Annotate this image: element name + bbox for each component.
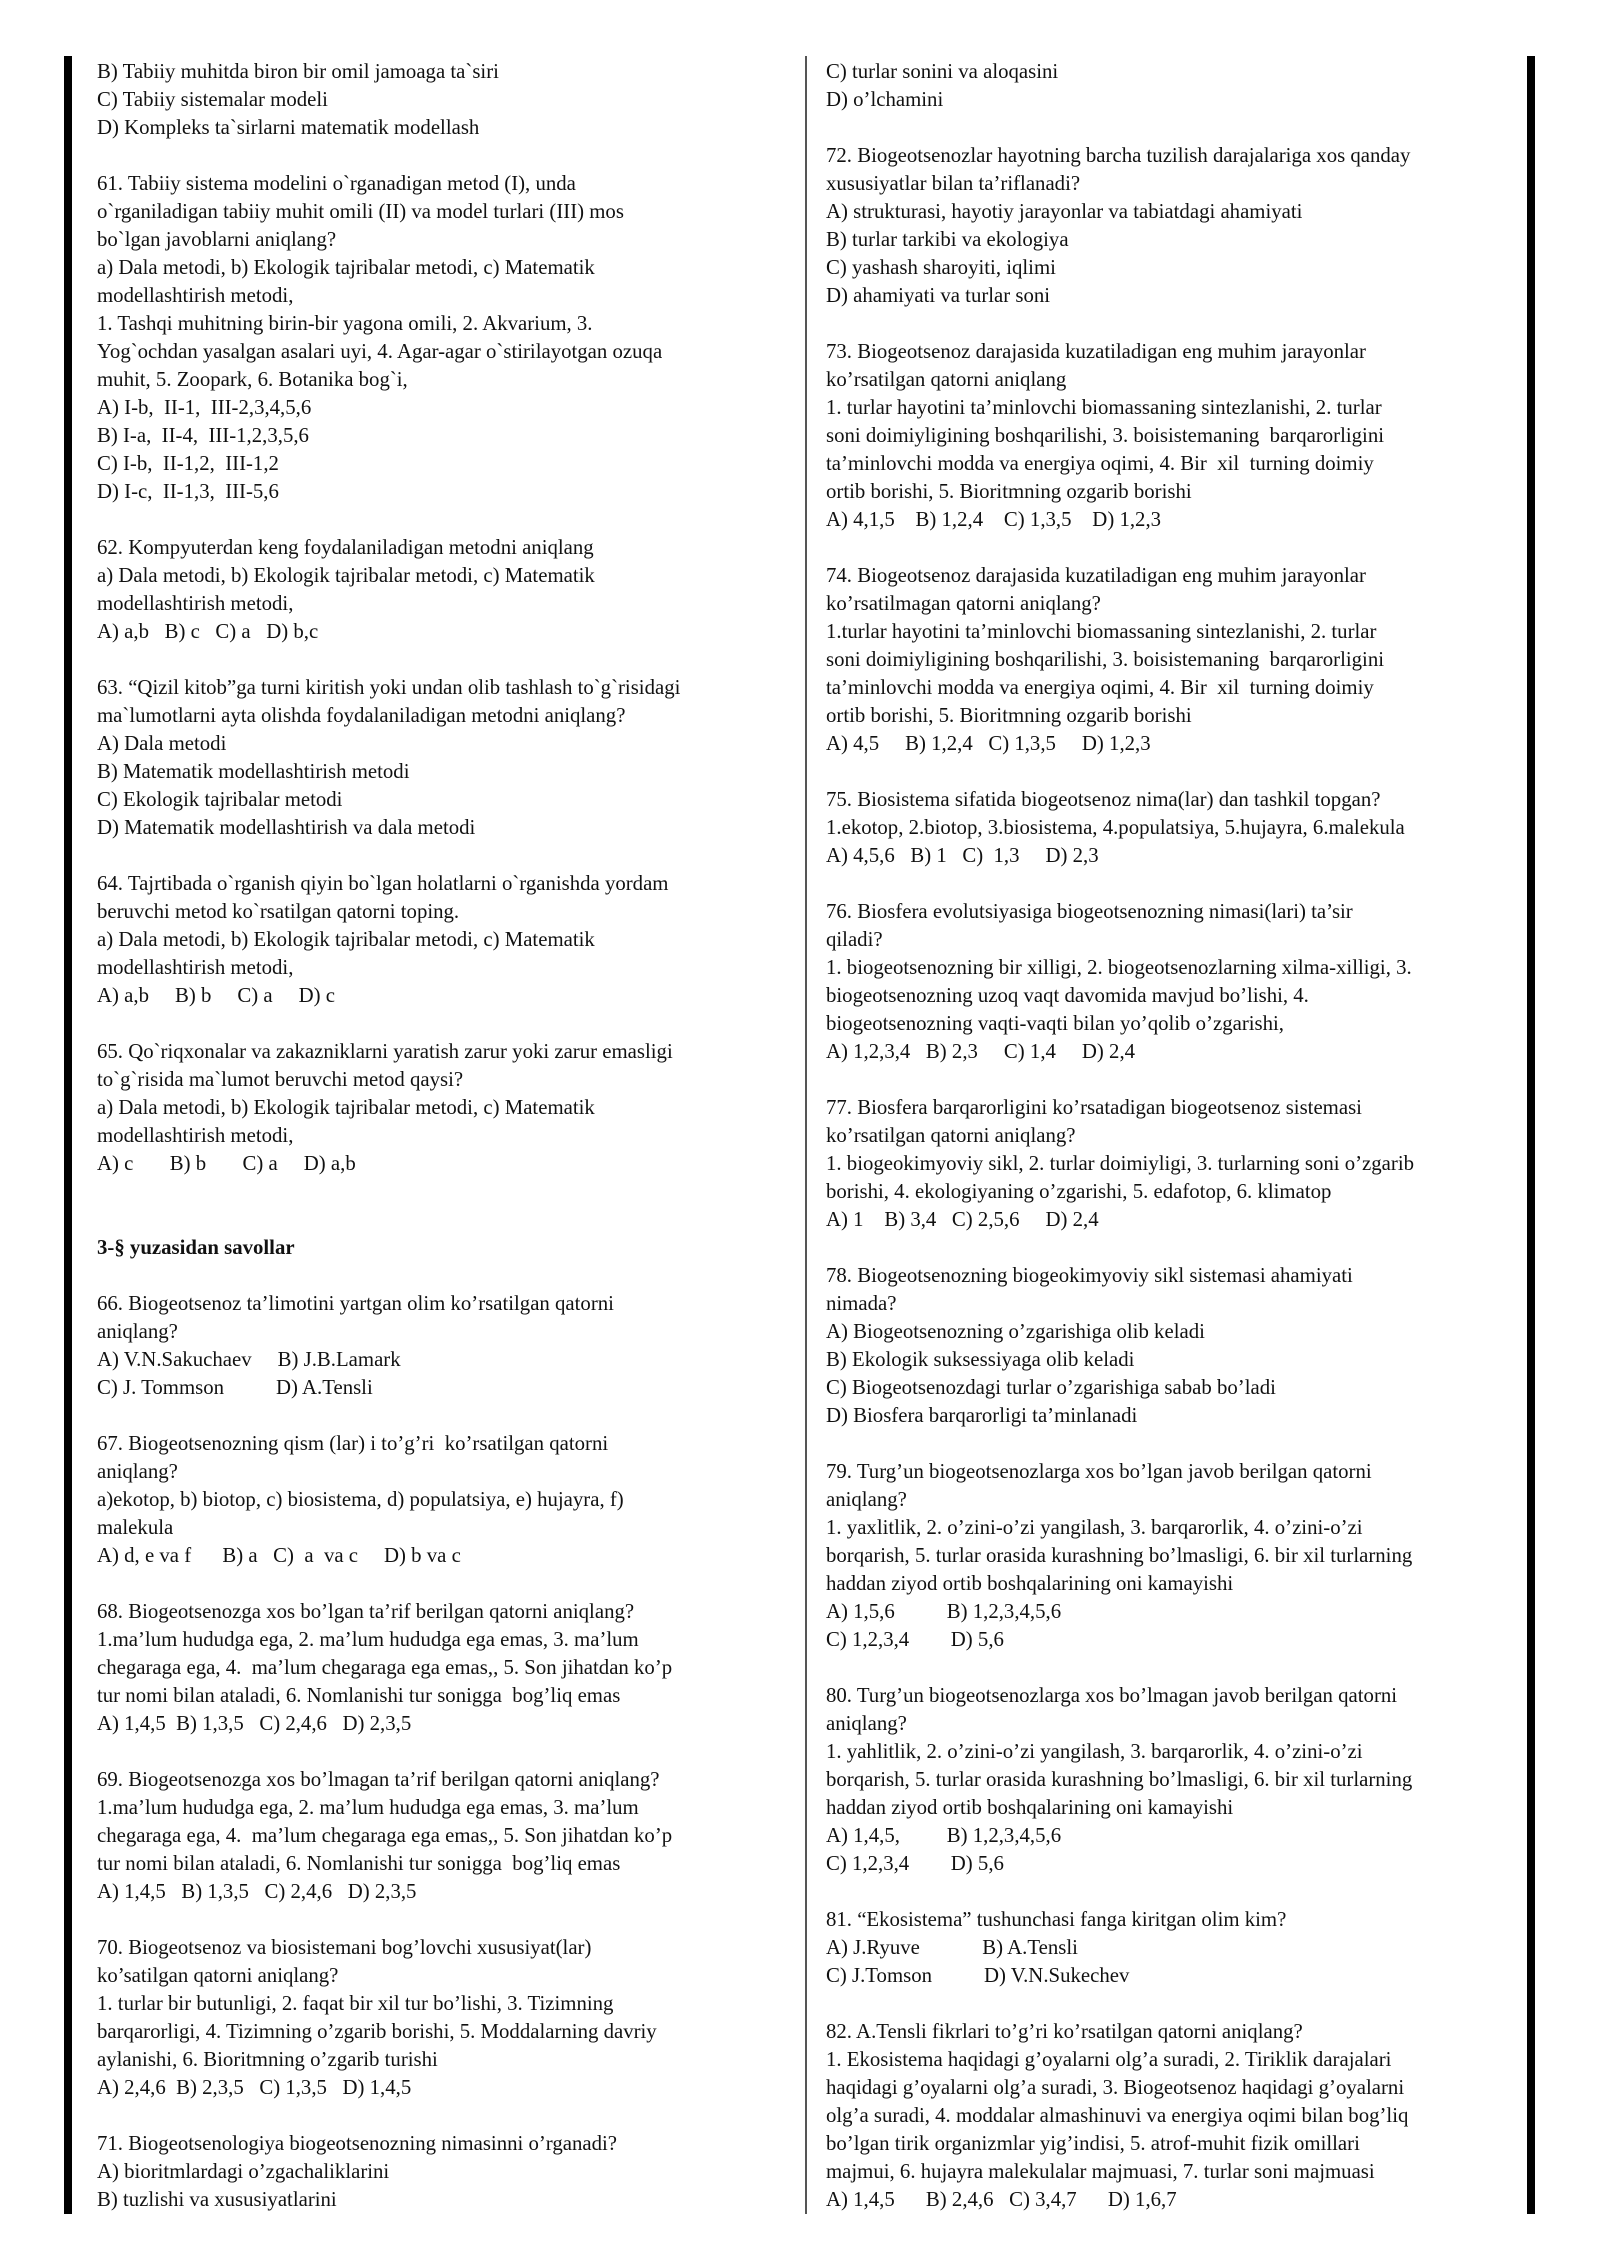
right-column-text-line: ta’minlovchi modda va energiya oqimi, 4. Bir xil turning doimiy	[826, 676, 1374, 699]
right-column-text-line: ko’rsatilmagan qatorni aniqlang?	[826, 592, 1101, 615]
right-column-spacer	[826, 1654, 1516, 1682]
right-column-text-line: 76. Biosfera evolutsiyasiga biogeotsenozning nimasi(lari) ta’sir	[826, 900, 1353, 923]
right-column-spacer	[826, 114, 1516, 142]
left-column-spacer	[97, 842, 787, 870]
left-column-text-line: 64. Tajrtibada o`rganish qiyin bo`lgan holatlarni o`rganishda yordam	[97, 872, 669, 895]
right-column-spacer	[826, 534, 1516, 562]
right-border-rule	[1527, 56, 1535, 2214]
left-column-text-line: muhit, 5. Zoopark, 6. Botanika bog`i,	[97, 368, 408, 391]
right-column-text-line: A) 4,5,6 B) 1 C) 1,3 D) 2,3	[826, 844, 1099, 867]
right-column-text-line: C) 1,2,3,4 D) 5,6	[826, 1628, 1004, 1651]
right-column-text-line: soni doimiyligining boshqarilishi, 3. boisistemaning barqarorligini	[826, 424, 1385, 447]
left-column-text-line: 63. “Qizil kitob”ga turni kiritish yoki undan olib tashlash to`g`risidagi	[97, 676, 681, 699]
left-column-text-line: chegaraga ega, 4. ma’lum chegaraga ega emas,, 5. Son jihatdan ko’p	[97, 1656, 673, 1679]
left-column-text-line: bo`lgan javoblarni aniqlang?	[97, 228, 337, 251]
left-column-text-line: to`g`risida ma`lumot beruvchi metod qaysi?	[97, 1068, 464, 1091]
right-column-text-line: 75. Biosistema sifatida biogeotsenoz nima(lar) dan tashkil topgan?	[826, 788, 1381, 811]
right-column-text-line: majmui, 6. hujayra malekulalar majmuasi, 7. turlar soni majmuasi	[826, 2160, 1375, 2183]
left-column-text-line: chegaraga ega, 4. ma’lum chegaraga ega emas,, 5. Son jihatdan ko’p	[97, 1824, 673, 1847]
right-column-spacer	[826, 1430, 1516, 1458]
right-column	[826, 58, 1516, 2214]
right-column-text-line: ta’minlovchi modda va energiya oqimi, 4. Bir xil turning doimiy	[826, 452, 1374, 475]
right-column-text-line: 73. Biogeotsenoz darajasida kuzatiladigan eng muhim jarayonlar	[826, 340, 1366, 363]
right-column-text-line: A) 1,4,5, B) 1,2,3,4,5,6	[826, 1824, 1062, 1847]
left-column-spacer	[97, 1570, 787, 1598]
right-column-text-line: A) 4,5 B) 1,2,4 C) 1,3,5 D) 1,2,3	[826, 732, 1151, 755]
left-column-spacer	[97, 1206, 787, 1234]
right-column-text-line: C) Biogeotsenozdagi turlar o’zgarishiga sabab bo’ladi	[826, 1376, 1276, 1399]
right-column-text-line: borqarish, 5. turlar orasida kurashning bo’lmasligi, 6. bir xil turlarning	[826, 1768, 1413, 1791]
right-column-text-line: C) yashash sharoyiti, iqlimi	[826, 256, 1056, 279]
left-column-text-line: Yog`ochdan yasalgan asalari uyi, 4. Agar-agar o`stirilayotgan ozuqa	[97, 340, 663, 363]
left-column-text-line: barqarorligi, 4. Tizimning o’zgarib borishi, 5. Moddalarning davriy	[97, 2020, 657, 2043]
right-column-text-line: soni doimiyligining boshqarilishi, 3. boisistemaning barqarorligini	[826, 648, 1385, 671]
right-column-text-line: A) 4,1,5 B) 1,2,4 C) 1,3,5 D) 1,2,3	[826, 508, 1162, 531]
left-column-text-line: o`rganiladigan tabiiy muhit omili (II) va model turlari (III) mos	[97, 200, 624, 223]
left-column-text-line: tur nomi bilan ataladi, 6. Nomlanishi tur sonigga bog’liq emas	[97, 1684, 621, 1707]
left-column-text-line: tur nomi bilan ataladi, 6. Nomlanishi tur sonigga bog’liq emas	[97, 1852, 621, 1875]
left-column-text-line: beruvchi metod ko`rsatilgan qatorni toping.	[97, 900, 460, 923]
left-column-text-line: A) a,b B) c C) a D) b,c	[97, 620, 319, 643]
right-column-text-line: xususiyatlar bilan ta’riflanadi?	[826, 172, 1081, 195]
left-column-text-line: A) bioritmlardagi o’zgachaliklarini	[97, 2160, 390, 2183]
left-column-spacer	[97, 1738, 787, 1766]
right-column-text-line: 74. Biogeotsenoz darajasida kuzatiladigan eng muhim jarayonlar	[826, 564, 1366, 587]
right-column-text-line: haqidagi g’oyalarni olg’a suradi, 3. Biogeotsenoz haqidagi g’oyalarni	[826, 2076, 1405, 2099]
right-column-text-line: borqarish, 5. turlar orasida kurashning bo’lmasligi, 6. bir xil turlarning	[826, 1544, 1413, 1567]
right-column-text-line: biogeotsenozning uzoq vaqt davomida mavjud bo’lishi, 4.	[826, 984, 1309, 1007]
right-column-text-line: 1. yaxlitlik, 2. o’zini-o’zi yangilash, 3. barqarorlik, 4. o’zini-o’zi	[826, 1516, 1363, 1539]
left-column-text-line: B) I-a, II-4, III-1,2,3,5,6	[97, 424, 309, 447]
column-divider	[805, 56, 807, 2214]
right-column-text-line: A) 1 B) 3,4 C) 2,5,6 D) 2,4	[826, 1208, 1099, 1231]
left-column-text-line: 1.ma’lum hududga ega, 2. ma’lum hududga ega emas, 3. ma’lum	[97, 1628, 639, 1651]
right-column-text-line: D) Biosfera barqarorligi ta’minlanadi	[826, 1404, 1138, 1427]
right-column-text-line: olg’a suradi, 4. moddalar almashinuvi va energiya oqimi bilan bog’liq	[826, 2104, 1409, 2127]
left-column-text-line: A) c B) b C) a D) a,b	[97, 1152, 356, 1175]
left-column-text-line: 68. Biogeotsenozga xos bo’lgan ta’rif berilgan qatorni aniqlang?	[97, 1600, 635, 1623]
left-column-spacer	[97, 506, 787, 534]
left-column-text-line: aniqlang?	[97, 1320, 178, 1343]
left-column-text-line: A) 1,4,5 B) 1,3,5 C) 2,4,6 D) 2,3,5	[97, 1712, 412, 1735]
right-column-text-line: 79. Turg’un biogeotsenozlarga xos bo’lgan javob berilgan qatorni	[826, 1460, 1372, 1483]
right-column-text-line: 81. “Ekosistema” tushunchasi fanga kiritgan olim kim?	[826, 1908, 1287, 1931]
right-column-spacer	[826, 870, 1516, 898]
left-column-text-line: 1.ma’lum hududga ega, 2. ma’lum hududga ega emas, 3. ma’lum	[97, 1796, 639, 1819]
left-column-text-line: A) Dala metodi	[97, 732, 227, 755]
right-column-text-line: B) Ekologik suksessiyaga olib keladi	[826, 1348, 1135, 1371]
left-column-text-line: A) 2,4,6 B) 2,3,5 C) 1,3,5 D) 1,4,5	[97, 2076, 412, 2099]
left-column-text-line: C) J. Tommson D) A.Tensli	[97, 1376, 373, 1399]
left-column-text-line: 1. turlar bir butunligi, 2. faqat bir xil tur bo’lishi, 3. Tizimning	[97, 1992, 614, 2015]
left-column-text-line: malekula	[97, 1516, 174, 1539]
left-column-text-line: B) Tabiiy muhitda biron bir omil jamoaga ta`siri	[97, 60, 499, 83]
right-column-text-line: A) J.Ryuve B) A.Tensli	[826, 1936, 1078, 1959]
left-column-text-line: a)ekotop, b) biotop, c) biosistema, d) populatsiya, e) hujayra, f)	[97, 1488, 624, 1511]
left-column-text-line: 1. Tashqi muhitning birin-bir yagona omili, 2. Akvarium, 3.	[97, 312, 593, 335]
left-column-text-line: a) Dala metodi, b) Ekologik tajribalar metodi, c) Matematik	[97, 564, 595, 587]
left-column-text-line: aylanishi, 6. Bioritmning o’zgarib turishi	[97, 2048, 438, 2071]
right-column-text-line: C) turlar sonini va aloqasini	[826, 60, 1059, 83]
left-column-text-line: 66. Biogeotsenoz ta’limotini yartgan olim ko’rsatilgan qatorni	[97, 1292, 614, 1315]
right-column-text-line: A) 1,5,6 B) 1,2,3,4,5,6	[826, 1600, 1062, 1623]
right-column-spacer	[826, 1234, 1516, 1262]
left-column-text-line: C) Ekologik tajribalar metodi	[97, 788, 343, 811]
right-column-spacer	[826, 1990, 1516, 2018]
left-column-spacer	[97, 142, 787, 170]
left-column-text-line: a) Dala metodi, b) Ekologik tajribalar metodi, c) Matematik	[97, 256, 595, 279]
right-column-text-line: D) ahamiyati va turlar soni	[826, 284, 1051, 307]
left-column-text-line: modellashtirish metodi,	[97, 284, 294, 307]
right-column-text-line: biogeotsenozning vaqti-vaqti bilan yo’qolib o’zgarishi,	[826, 1012, 1285, 1035]
left-column-spacer	[97, 1178, 787, 1206]
right-column-spacer	[826, 310, 1516, 338]
left-column-text-line: B) tuzlishi va xususiyatlarini	[97, 2188, 337, 2211]
left-column-text-line: A) a,b B) b C) a D) c	[97, 984, 335, 1007]
left-column-text-line: A) 1,4,5 B) 1,3,5 C) 2,4,6 D) 2,3,5	[97, 1880, 417, 1903]
left-column-text-line: ma`lumotlarni ayta olishda foydalaniladigan metodni aniqlang?	[97, 704, 626, 727]
left-column-text-line: modellashtirish metodi,	[97, 592, 294, 615]
right-column-text-line: haddan ziyod ortib boshqalarining oni kamayishi	[826, 1796, 1234, 1819]
right-column-spacer	[826, 1878, 1516, 1906]
left-column-text-line: 62. Kompyuterdan keng foydalaniladigan metodni aniqlang	[97, 536, 594, 559]
right-column-spacer	[826, 758, 1516, 786]
right-column-text-line: bo’lgan tirik organizmlar yig’indisi, 5. atrof-muhit fizik omillari	[826, 2132, 1360, 2155]
left-column-spacer	[97, 646, 787, 674]
left-column-text-line: modellashtirish metodi,	[97, 1124, 294, 1147]
left-column-text-line: C) Tabiiy sistemalar modeli	[97, 88, 328, 111]
left-column-text-line: A) V.N.Sakuchaev B) J.B.Lamark	[97, 1348, 401, 1371]
left-column-spacer	[97, 1262, 787, 1290]
right-column-text-line: 1. yahlitlik, 2. o’zini-o’zi yangilash, 3. barqarorlik, 4. o’zini-o’zi	[826, 1740, 1363, 1763]
right-column-text-line: aniqlang?	[826, 1712, 907, 1735]
left-column-text-line: A) I-b, II-1, III-2,3,4,5,6	[97, 396, 312, 419]
right-column-text-line: ko’rsatilgan qatorni aniqlang?	[826, 1124, 1076, 1147]
right-column-text-line: 77. Biosfera barqarorligini ko’rsatadigan biogeotsenoz sistemasi	[826, 1096, 1362, 1119]
left-column-text-line: D) I-c, II-1,3, III-5,6	[97, 480, 279, 503]
right-column-text-line: C) J.Tomson D) V.N.Sukechev	[826, 1964, 1130, 1987]
left-column-text-line: D) Kompleks ta`sirlarni matematik modellash	[97, 116, 480, 139]
right-column-text-line: 1. biogeotsenozning bir xilligi, 2. biogeotsenozlarning xilma-xilligi, 3.	[826, 956, 1412, 979]
left-column-spacer	[97, 2102, 787, 2130]
right-column-text-line: ko’rsatilgan qatorni aniqlang	[826, 368, 1067, 391]
left-column	[97, 58, 787, 2214]
right-column-text-line: haddan ziyod ortib boshqalarining oni kamayishi	[826, 1572, 1234, 1595]
left-column-spacer	[97, 1402, 787, 1430]
right-column-text-line: A) 1,4,5 B) 2,4,6 C) 3,4,7 D) 1,6,7	[826, 2188, 1177, 2211]
right-column-text-line: aniqlang?	[826, 1488, 907, 1511]
right-column-text-line: 1. biogeokimyoviy sikl, 2. turlar doimiyligi, 3. turlarning soni o’zgarib	[826, 1152, 1415, 1175]
left-column-spacer	[97, 1906, 787, 1934]
left-column-spacer	[97, 1010, 787, 1038]
right-column-text-line: borishi, 4. ekologiyaning o’zgarishi, 5. edafotop, 6. klimatop	[826, 1180, 1332, 1203]
right-column-text-line: 80. Turg’un biogeotsenozlarga xos bo’lmagan javob berilgan qatorni	[826, 1684, 1398, 1707]
right-column-text-line: 1. Ekosistema haqidagi g’oyalarni olg’a suradi, 2. Tiriklik darajalari	[826, 2048, 1392, 2071]
right-column-text-line: 82. A.Tensli fikrlari to’g’ri ko’rsatilgan qatorni aniqlang?	[826, 2020, 1303, 2043]
right-column-text-line: ortib borishi, 5. Bioritmning ozgarib borishi	[826, 704, 1192, 727]
left-column-text-line: 71. Biogeotsenologiya biogeotsenozning nimasinni o’rganadi?	[97, 2132, 618, 2155]
right-column-text-line: nimada?	[826, 1292, 897, 1315]
right-column-text-line: ortib borishi, 5. Bioritmning ozgarib borishi	[826, 480, 1192, 503]
left-column-text-line: 67. Biogeotsenozning qism (lar) i to’g’ri ko’rsatilgan qatorni	[97, 1432, 609, 1455]
right-column-text-line: 78. Biogeotsenozning biogeokimyoviy sikl sistemasi ahamiyati	[826, 1264, 1353, 1287]
right-column-text-line: 72. Biogeotsenozlar hayotning barcha tuzilish darajalariga xos qanday	[826, 144, 1411, 167]
left-border-rule	[64, 56, 72, 2214]
right-column-text-line: B) turlar tarkibi va ekologiya	[826, 228, 1069, 251]
left-column-text-line: modellashtirish metodi,	[97, 956, 294, 979]
right-column-text-line: 1.turlar hayotini ta’minlovchi biomassaning sintezlanishi, 2. turlar	[826, 620, 1377, 643]
right-column-text-line: qiladi?	[826, 928, 883, 951]
left-column-text-line: a) Dala metodi, b) Ekologik tajribalar metodi, c) Matematik	[97, 1096, 595, 1119]
right-column-text-line: C) 1,2,3,4 D) 5,6	[826, 1852, 1004, 1875]
section-heading: 3-§ yuzasidan savollar	[97, 1236, 295, 1259]
right-column-text-line: 1.ekotop, 2.biotop, 3.biosistema, 4.populatsiya, 5.hujayra, 6.malekula	[826, 816, 1405, 839]
right-column-text-line: A) strukturasi, hayotiy jarayonlar va tabiatdagi ahamiyati	[826, 200, 1303, 223]
left-column-text-line: D) Matematik modellashtirish va dala metodi	[97, 816, 476, 839]
left-column-text-line: C) I-b, II-1,2, III-1,2	[97, 452, 279, 475]
right-column-text-line: A) Biogeotsenozning o’zgarishiga olib keladi	[826, 1320, 1205, 1343]
right-column-text-line: D) o’lchamini	[826, 88, 944, 111]
left-column-text-line: 70. Biogeotsenoz va biosistemani bog’lovchi xususiyat(lar)	[97, 1936, 592, 1959]
right-column-spacer	[826, 1066, 1516, 1094]
right-column-text-line: 1. turlar hayotini ta’minlovchi biomassaning sintezlanishi, 2. turlar	[826, 396, 1382, 419]
left-column-text-line: 65. Qo`riqxonalar va zakazniklarni yaratish zarur yoki zarur emasligi	[97, 1040, 673, 1063]
left-column-text-line: 69. Biogeotsenozga xos bo’lmagan ta’rif berilgan qatorni aniqlang?	[97, 1768, 660, 1791]
right-column-text-line: A) 1,2,3,4 B) 2,3 C) 1,4 D) 2,4	[826, 1040, 1136, 1063]
left-column-text-line: 61. Tabiiy sistema modelini o`rganadigan metod (I), unda	[97, 172, 576, 195]
left-column-text-line: B) Matematik modellashtirish metodi	[97, 760, 410, 783]
left-column-text-line: a) Dala metodi, b) Ekologik tajribalar metodi, c) Matematik	[97, 928, 595, 951]
left-column-text-line: aniqlang?	[97, 1460, 178, 1483]
left-column-text-line: ko’satilgan qatorni aniqlang?	[97, 1964, 339, 1987]
left-column-text-line: A) d, e va f B) a C) a va c D) b va c	[97, 1544, 461, 1567]
